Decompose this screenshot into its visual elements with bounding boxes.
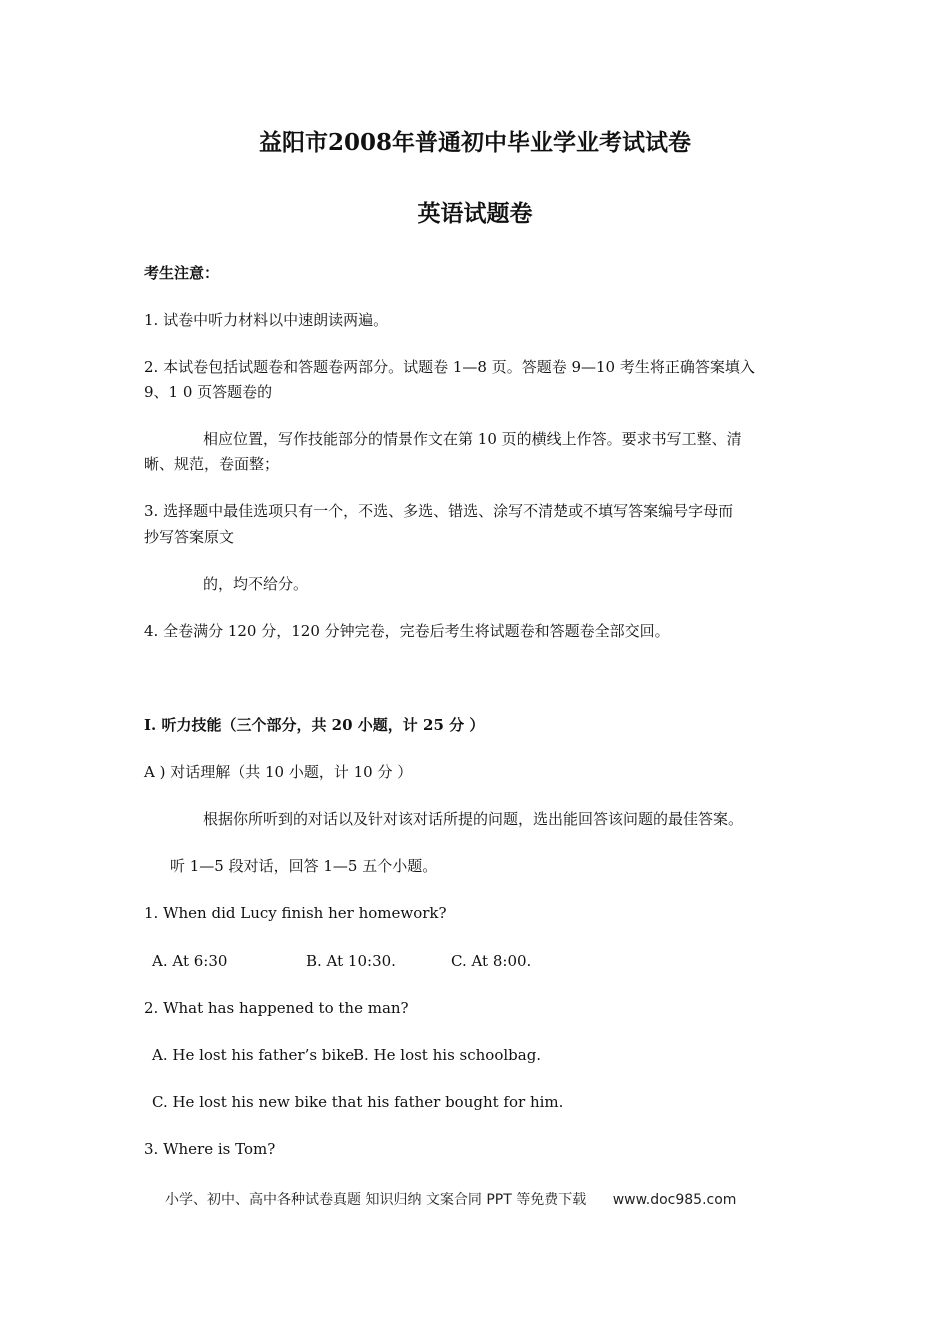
notice-item-2-line-1: 2. 本试卷包括试题卷和答题卷两部分。试题卷 1—8 页。答题卷 9—10 考生将正确答案填入	[144, 358, 755, 376]
question-2-option-a: A. He lost his father’s bike.	[152, 1046, 359, 1064]
part-a-heading: A ) 对话理解（共 10 小题，计 10 分 ）	[144, 763, 413, 781]
part-a-instruction: 根据你所听到的对话以及针对该对话所提的问题，选出能回答该问题的最佳答案。	[203, 810, 744, 828]
notice-heading: 考生注意：	[144, 264, 220, 282]
notice-item-2-line-4: 晰、规范，卷面整；	[144, 455, 280, 473]
notice-item-4: 4. 全卷满分 120 分，120 分钟完卷，完卷后考生将试题卷和答题卷全部交回。	[144, 622, 670, 640]
question-2-option-b: B. He lost his schoolbag.	[353, 1046, 542, 1064]
notice-item-2-line-3: 相应位置，写作技能部分的情景作文在第 10 页的横线上作答。要求书写工整、清	[203, 430, 742, 448]
question-1-option-b: B. At 10:30.	[306, 952, 396, 970]
notice-item-1: 1. 试卷中听力材料以中速朗读两遍。	[144, 311, 389, 329]
document-title: 益阳市2008年普通初中毕业学业考试试卷	[258, 129, 691, 156]
notice-item-3-line-3: 的，均不给分。	[203, 575, 309, 593]
part-a-sub-instruction: 听 1—5 段对话，回答 1—5 五个小题。	[170, 857, 438, 875]
question-1: 1. When did Lucy finish her homework?	[144, 904, 447, 922]
footer-text: 小学、初中、高中各种试卷真题 知识归纳 文案合同 PPT 等免费下载	[165, 1192, 587, 1208]
question-1-option-c: C. At 8:00.	[451, 952, 532, 970]
notice-item-2-line-2: 9、1 0 页答题卷的	[144, 383, 273, 401]
section-1-heading: I. 听力技能（三个部分，共 20 小题，计 25 分 ）	[144, 716, 485, 734]
footer-url[interactable]: www.doc985.com	[612, 1192, 737, 1208]
notice-item-3-line-2: 抄写答案原文	[144, 528, 235, 546]
page-footer	[165, 1190, 736, 1210]
question-2-option-c: C. He lost his new bike that his father bought for him.	[152, 1093, 564, 1111]
notice-item-3-line-1: 3. 选择题中最佳选项只有一个，不选、多选、错选、涂写不清楚或不填写答案编号字母而	[144, 502, 734, 520]
question-3: 3. Where is Tom?	[144, 1140, 276, 1158]
document-subtitle: 英语试题卷	[417, 200, 533, 227]
question-1-option-a: A. At 6:30	[152, 952, 228, 970]
question-2: 2. What has happened to the man?	[144, 999, 409, 1017]
